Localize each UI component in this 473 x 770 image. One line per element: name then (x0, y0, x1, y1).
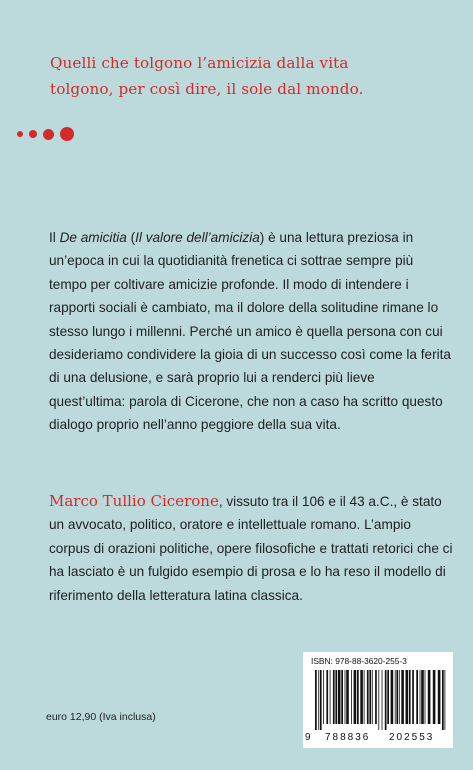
author-name: Marco Tullio Cicerone (49, 492, 219, 510)
author-bio (49, 490, 453, 607)
dot-icon (29, 130, 37, 138)
barcode-bar (382, 670, 383, 730)
barcode-bar (399, 670, 400, 724)
barcode-bar (409, 670, 411, 724)
barcode-bar (323, 670, 324, 724)
dot-icon (60, 127, 74, 141)
barcode-bar (420, 670, 421, 724)
description-prefix: Il (49, 230, 60, 245)
dot-icon (43, 129, 54, 140)
barcode-bar (385, 670, 387, 730)
barcode-bar (320, 670, 322, 730)
italian-title: Il valore dell’amicizia (135, 230, 260, 245)
isbn-barcode (303, 652, 453, 748)
barcode-bars (315, 670, 447, 730)
cover-quote (50, 50, 450, 102)
author-bio-text: , vissuto tra il 106 e il 43 a.C., è stato un avvocato, politico, oratore e intellettuale romano. L’ampio corpus di orazioni politiche, opere filosofiche e trattati retorici che ci ha lasciato è un fulgido esempio di prosa e lo ha reso il modello di riferimento della letteratura latina classica. (49, 494, 453, 603)
barcode-bar (326, 670, 328, 724)
barcode-bar (442, 670, 444, 730)
barcode-bar (438, 670, 441, 724)
decorative-dots (17, 127, 74, 141)
barcode-bar (421, 670, 424, 724)
barcode-bar (378, 670, 379, 730)
barcode-bar (346, 670, 349, 724)
barcode-digits-left: 788836 (325, 732, 371, 743)
barcode-bar (335, 670, 337, 724)
price-label: euro 12,90 (Iva inclusa) (46, 711, 156, 723)
barcode-bar (372, 670, 373, 724)
latin-title: De amicitia (59, 230, 127, 245)
barcode-bar (369, 670, 371, 724)
description-paren: ( (126, 230, 136, 245)
barcode-bar (318, 670, 319, 730)
barcode-bar (401, 670, 404, 724)
barcode-bar (406, 670, 409, 724)
barcode-bar (433, 670, 436, 724)
barcode-bar (364, 670, 365, 724)
barcode-bar (338, 670, 341, 724)
barcode-bar (425, 670, 426, 724)
barcode-bar (345, 670, 346, 724)
barcode-bar (330, 670, 331, 724)
quote-line-2: tolgono, per così dire, il sole dal mondo. (50, 80, 364, 98)
barcode-bar (428, 670, 431, 724)
barcode-digits-right: 202553 (389, 732, 435, 743)
barcode-bar (315, 670, 317, 730)
barcode-bar (357, 670, 359, 724)
barcode-bar (375, 670, 377, 724)
barcode-bar (416, 670, 418, 724)
barcode-bar (396, 670, 398, 724)
barcode-bar (351, 670, 352, 724)
barcode-bar (412, 670, 414, 724)
barcode-bar (395, 670, 396, 724)
barcode-digits (303, 732, 453, 746)
barcode-bar (391, 670, 394, 724)
barcode-bar (387, 670, 389, 724)
barcode-bar (341, 670, 343, 724)
isbn-label: ISBN: 978-88-3620-255-3 (311, 656, 407, 666)
barcode-bar (360, 670, 363, 724)
description-paragraph (49, 226, 453, 437)
quote-line-1: Quelli che tolgono l’amicizia dalla vita (50, 54, 349, 72)
barcode-bar (445, 670, 446, 730)
dot-icon (17, 131, 23, 137)
barcode-bar (367, 670, 369, 724)
book-description (49, 226, 453, 437)
barcode-bar (333, 670, 335, 724)
barcode-bar (354, 670, 357, 724)
barcode-digit-first: 9 (305, 732, 311, 743)
description-body: ) è una lettura preziosa in un’epoca in cui la quotidianità frenetica ci sottrae sempre più tempo per coltivare amicizie profonde. Il modo di intendere i rapporti sociali è cambiato, ma il dolore della solitudine rimane lo stesso lungo i millenni. Perché un amico è quella persona con cui desideriamo condividere la gioia di un successo così come la ferita di una delusione, e sarà proprio lui a renderci più lieve quest’ultima: parola di Cicerone, che non a caso ha scritto questo dialogo proprio nell’anno peggiore della sua vita. (49, 230, 451, 433)
